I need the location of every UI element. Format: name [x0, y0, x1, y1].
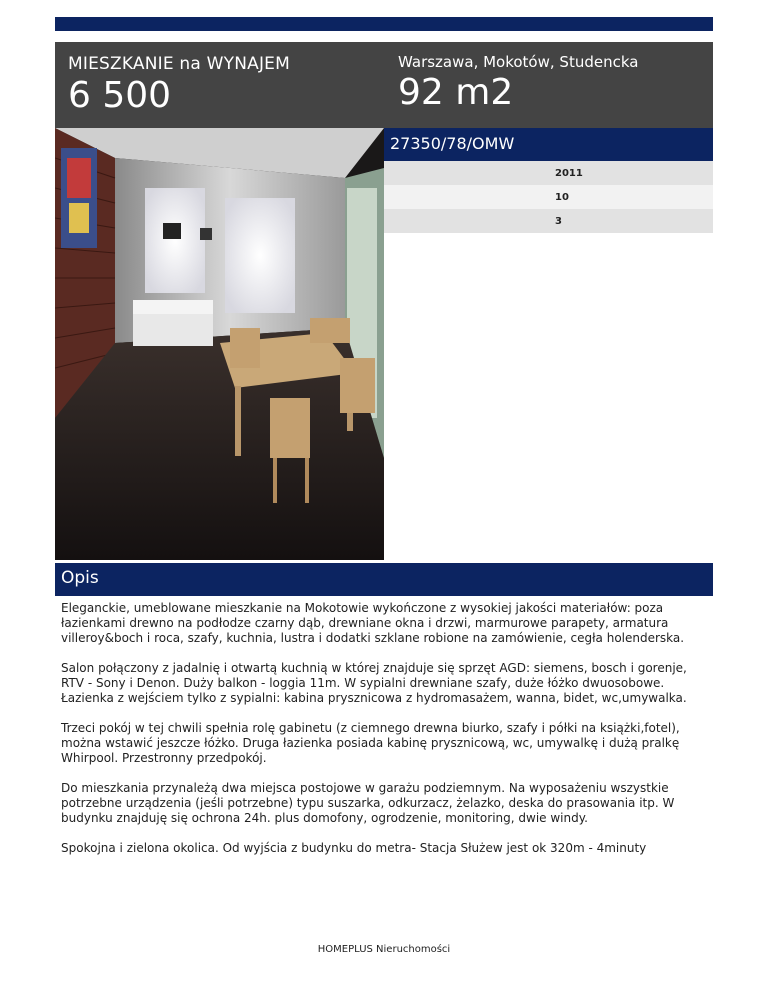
description-paragraph: Spokojna i zielona okolica. Od wyjścia z budynku do metra- Stacja Służew jest ok 320m - 4minuty	[61, 841, 647, 855]
details-value: 10	[555, 192, 569, 203]
listing-area: 92 m2	[398, 72, 514, 113]
details-value: 3	[555, 216, 562, 227]
footer-company: HOMEPLUS Nieruchomości	[317, 944, 451, 955]
apartment-photo	[55, 128, 384, 560]
listing-type: MIESZKANIE na WYNAJEM	[68, 54, 290, 74]
section-title: Opis	[61, 568, 99, 588]
details-row	[384, 209, 713, 233]
listing-header	[55, 42, 713, 128]
description-paragraph: Trzeci pokój w tej chwili spełnia rolę gabinetu (z ciemnego drewna biurko, szafy i półki na książki,fotel), można wstawić jeszcze łóżko. Druga łazienka posiada kabinę prysznicową, wc, umywalkę i dużą pralkę Whirpool. Przestronny przedpokój.	[61, 721, 680, 765]
description	[61, 601, 711, 871]
section-header	[55, 563, 713, 596]
offer-id-bar	[384, 128, 713, 161]
listing-location: Warszawa, Mokotów, Studencka	[398, 53, 639, 71]
details-value: 2011	[555, 168, 583, 179]
top-accent-bar	[55, 17, 713, 31]
details-row	[384, 161, 713, 185]
description-paragraph: Eleganckie, umeblowane mieszkanie na Mokotowie wykończone z wysokiej jakości materiałów: poza łazienkami drewno na podłodze czarny dąb, drewniane okna i drzwi, marmurowe parapety, armatura villeroy&boch i roca, szafy, kuchnia, lustra i dodatki szklane robione na zamówienie, cegła holenderska.	[61, 601, 685, 645]
description-paragraph: Salon połączony z jadalnię i otwartą kuchnią w której znajduje się sprzęt AGD: siemens, bosch i gorenje, RTV - Sony i Denon. Duży balkon - loggia 11m. W sypialni drewniane szafy, duże łóżko dwuosobowe. Łazienka z wejściem tylko z sypialni: kabina prysznicowa z hydromasażem, wanna, bidet, wc,umywalka.	[61, 661, 687, 705]
offer-id: 27350/78/OMW	[390, 134, 515, 153]
listing-price: 6 500	[68, 75, 172, 116]
details-table	[384, 161, 713, 233]
description-paragraph: Do mieszkania przynależą dwa miejsca postojowe w garażu podziemnym. Na wyposażeniu wszystkie potrzebne urządzenia (jeśli potrzebne) typu suszarka, odkurzacz, żelazko, deska do prasowania itp. W budynku znajduję się ochrona 24h. plus domofony, ogrodzenie, monitoring, dwie windy.	[61, 781, 675, 825]
details-row	[384, 185, 713, 209]
